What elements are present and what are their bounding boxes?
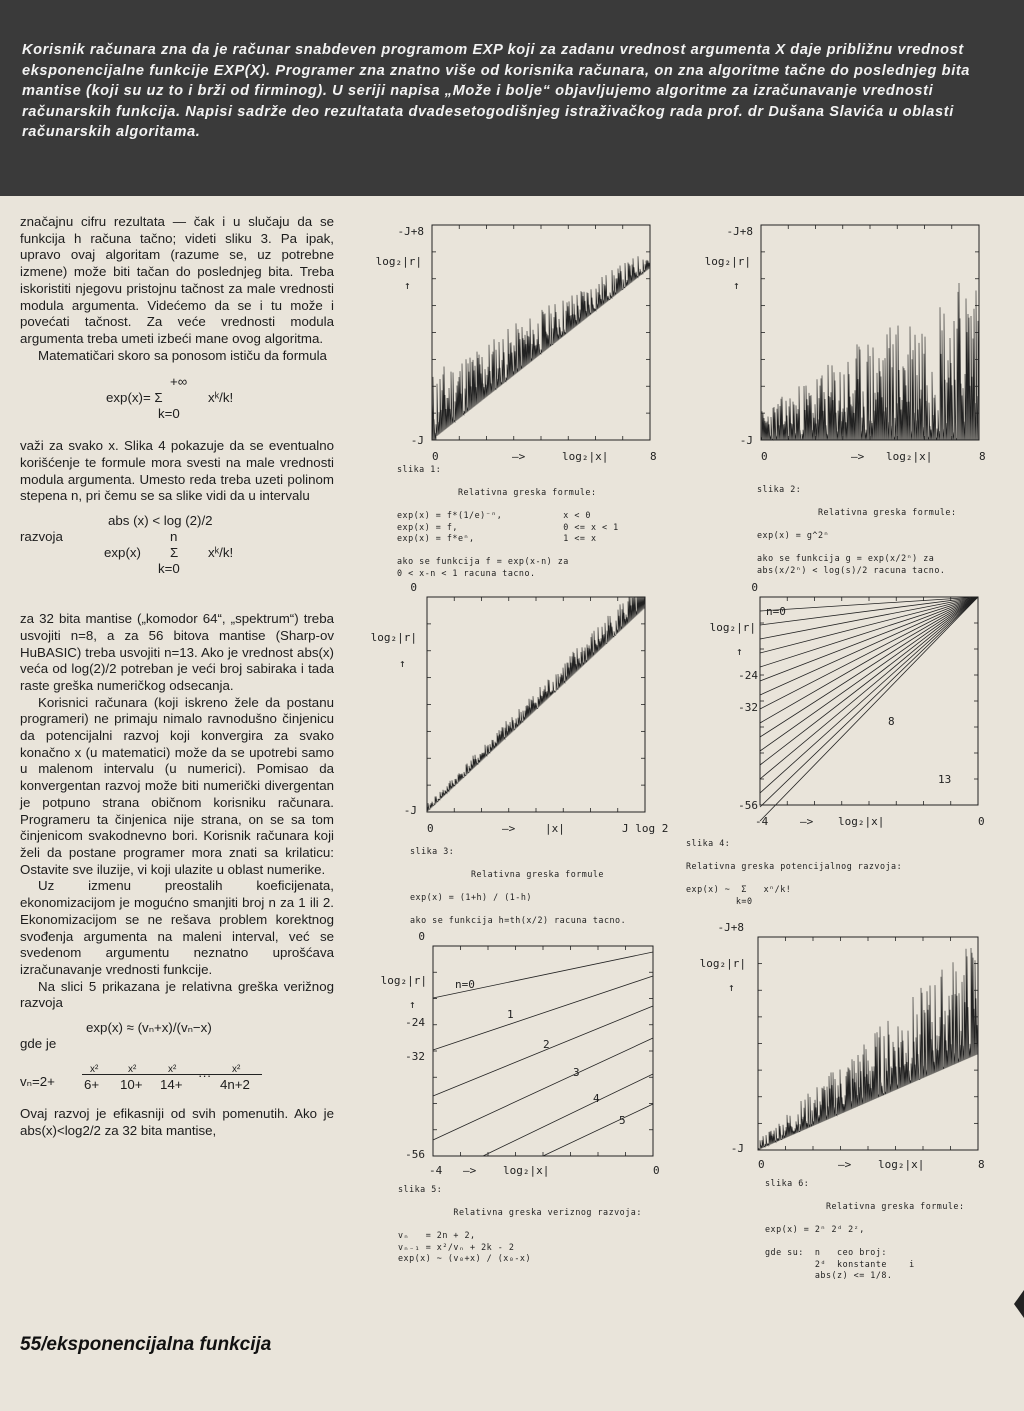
paragraph: važi za svako x. Slika 4 pokazuje da se eventualno korišćenje te formule mora svesti na male vrednosti modula argumenta. Umesto reda treba uzeti polinom stepena n, pri čemu se sa slike vidi da u intervalu (20, 438, 334, 504)
y-tick-label: -56 (738, 799, 758, 812)
y-max-label: -J+8 (726, 225, 753, 238)
curve-label: 2 (543, 1038, 550, 1051)
paragraph: Matematičari skoro sa ponosom ističu da formula (38, 347, 327, 363)
error-curve (432, 255, 650, 440)
formula-lower-limit: k=0 (158, 561, 180, 577)
up-arrow-icon: ↑ (733, 279, 740, 292)
formula-lhs: exp(x) (104, 545, 141, 561)
y-max-label: 0 (410, 581, 417, 594)
x-min-label: 0 (432, 450, 439, 463)
right-arrow-icon: —> (502, 822, 516, 835)
curve-label: 8 (888, 715, 895, 728)
curve-label: 3 (573, 1066, 580, 1079)
formula-lower-limit: k=0 (158, 406, 180, 422)
slika-6-caption: slika 6: Relativna greska formule: exp(x) = 2ⁿ 2ᵈ 2ᶻ, gde su: n ceo broj: 2ᵈ konstante i abs(z) <= 1/8. (765, 1178, 965, 1280)
x-max-label: 8 (978, 1158, 985, 1171)
slika-3-caption: slika 3: Relativna greska formule exp(x) = (1+h) / (1-h) ako se funkcija h=th(x/2) racuna tacno. (410, 846, 627, 925)
series-line (760, 597, 978, 751)
series-line (760, 597, 978, 793)
y-axis-label: log₂|r| (709, 621, 756, 634)
formula-label: razvoja (20, 529, 63, 545)
y-tick-label: -24 (405, 1016, 425, 1029)
y-tick-label: -32 (738, 701, 758, 714)
x-axis-label: |x| (545, 822, 565, 835)
paragraph: Korisnici računara (koji iskreno žele da postanu programeri) ne primaju nimalo ravnodušno činjenicu da potencijalni razvoj koji konvergira za svako konačno x (u matematici) može da se upotrebi samo u malenom intervalu (u numerici). Pomisao da konvergentan razvoj može biti numerički divergentan je potpuno strana običnom korisniku računara. Programeru ta činjenica nije strana, on se sa tom činjenicom svakodnevno bori. Korisnik računara koji želi da postane programer mora znati sa krilaticu: Ostavite sve iluzije, vi koji ulazite u oblast numerike. (20, 694, 334, 877)
series-line (543, 1104, 653, 1156)
right-arrow-icon: —> (851, 450, 865, 463)
formula-numerator: x² (168, 1064, 177, 1076)
paragraph: za 32 bita mantise („komodor 64“, „spektrum“) treba usvojiti n=8, a za 56 bitova mantise (Sharp-ov HuBASIC) treba usvojiti n=13. Ako je vrednost abs(x) veća od log(2)/2 potreban je veći broj sabiraka i tada raste greška numeričkog odsecanja. (20, 611, 334, 693)
x-max-label: 0 (978, 815, 985, 828)
continued-fraction-formula (20, 1020, 334, 1056)
x-min-label: -4 (429, 1164, 443, 1177)
x-max-label: 8 (650, 450, 657, 463)
series-line (760, 597, 978, 821)
curve-label: 13 (938, 773, 952, 786)
formula-denominator: 6+ (84, 1077, 100, 1093)
x-axis-label: log₂|x| (562, 450, 609, 463)
up-arrow-icon: ↑ (404, 279, 411, 292)
page-footer: 55/eksponencijalna funkcija (20, 1334, 272, 1355)
series-line (760, 597, 978, 695)
y-tick-label: -32 (405, 1050, 425, 1063)
curve-label: n=0 (766, 605, 786, 618)
right-arrow-icon: —> (800, 815, 814, 828)
formula-numerator: x² (90, 1064, 99, 1076)
series-line (433, 1006, 653, 1096)
y-axis-label: log₂|r| (699, 957, 746, 970)
formula-upper-limit: +∞ (170, 374, 188, 390)
series-line (760, 597, 978, 625)
slika-2-plot (701, 215, 999, 470)
series-line (483, 1074, 653, 1156)
slika-1-caption: slika 1: Relativna greska formule: exp(x) = f*(1/e)⁻ⁿ, x < 0 exp(x) = f, 0 <= x < 1 exp(x) = f*eⁿ, 1 <= x ako se funkcija f = exp(x-n) za 0 < x-n < 1 racuna tacno. (397, 464, 619, 578)
x-max-label: 8 (979, 450, 986, 463)
right-arrow-icon: —> (463, 1164, 477, 1177)
formula-numerator: x² (232, 1064, 241, 1076)
intro-header (0, 0, 1024, 196)
up-arrow-icon: ↑ (728, 981, 735, 994)
formula-label: gde je (20, 1036, 57, 1052)
formula-upper-limit: n (170, 529, 178, 545)
paragraph: Ovaj razvoj je efikasniji od svih pomenutih. Ako je abs(x)<log2/2 za 32 bita mantise, (20, 1106, 334, 1138)
formula-ellipsis: ··· (198, 1068, 212, 1084)
series-line (433, 952, 653, 998)
slika-4-caption: slika 4: Relativna greska potencijalnog razvoja: exp(x) ~ Σ xⁿ/k! k=0 (686, 838, 903, 906)
x-axis-label: log₂|x| (886, 450, 933, 463)
x-min-label: -4 (755, 815, 769, 828)
page-edge-mark (1014, 1290, 1024, 1318)
y-tick-label: -56 (405, 1148, 425, 1161)
y-tick-label: -24 (738, 669, 758, 682)
y-max-label: 0 (418, 930, 425, 943)
slika-2-caption: slika 2: Relativna greska formule: exp(x) = g^2ⁿ ako se funkcija g = exp(x/2ⁿ) za abs(x/2ⁿ) < log(s)/2 racuna tacno. (757, 484, 957, 575)
error-curve (758, 948, 978, 1150)
polynomial-formula (20, 513, 334, 601)
article-body (20, 214, 334, 1139)
y-axis-label: log₂|r| (704, 255, 751, 268)
vn-formula (20, 1062, 334, 1106)
series-line (760, 597, 978, 653)
formula-denominator: 4n+2 (220, 1077, 250, 1093)
series-line (760, 597, 978, 723)
paragraph: značajnu cifru rezultata — čak i u slučaju da se funkcija h računa tačno; videti sliku 3. Pa ipak, upravo ovaj algoritam (razume se, uz potrebne izmene) može biti tačan do poslednjeg bita. Treba iskoristiti njegovu pristojnu tačnost za male vrednosti modula argumenta. Videćemo da se i tu može i povećati tačnost. Za veće vrednosti modula argumenta treba umeti izbeći mane ovog algoritma. (20, 214, 334, 346)
curve-label: 4 (593, 1092, 600, 1105)
formula-sigma: Σ (170, 545, 179, 561)
slika-6-plot (698, 921, 998, 1180)
formula-numerator: x² (128, 1064, 137, 1076)
y-max-label: -J+8 (397, 225, 424, 238)
formula-rhs: xᵏ/k! (208, 390, 234, 406)
paragraph: Na slici 5 prikazana je relativna greška verižnog razvoja (20, 978, 334, 1011)
slika-5-caption: slika 5: Relativna greska veriznog razvoja: vₙ = 2n + 2, vₙ₋₁ = x²/vₙ + 2k - 2 exp(x) ~ (v₀+x) / (x₀-x) (398, 1184, 642, 1263)
series-formula (20, 374, 334, 438)
series-line (760, 597, 978, 765)
y-axis-label: log₂|r| (380, 974, 427, 987)
y-max-label: 0 (751, 581, 758, 594)
formula-rhs: xᵏ/k! (208, 545, 234, 561)
slika-1-plot (372, 215, 670, 470)
x-min-label: 0 (758, 1158, 765, 1171)
up-arrow-icon: ↑ (399, 657, 406, 670)
y-min-label: -J (403, 804, 417, 817)
right-arrow-icon: —> (838, 1158, 852, 1171)
intro-text: Korisnik računara zna da je računar snabdeven programom EXP koji za zadanu vrednost argumenta X daje približnu vrednost eksponencijalne funkcije EXP(X). Programer zna znatno više od korisnika računara, on zna algoritme tačne do poslednjeg bita mantise (koji su uz to i brži od firminog). U seriji napisa „Može i bolje“ objavljujemo algoritme za izračunavanje vrednosti računarskih funkcija. Napisi sadrže deo rezultatata dvadesetogodišnjeg istraživačkog rada prof. dr Dušana Slavića u oblasti računarskih algoritama. (22, 42, 971, 140)
error-curve (427, 597, 645, 812)
x-axis-label: log₂|x| (878, 1158, 925, 1171)
series-line (760, 597, 978, 667)
y-min-label: -J (739, 434, 753, 447)
formula-denominator: 10+ (120, 1077, 143, 1093)
formula-lhs: vₙ=2+ (20, 1074, 55, 1090)
y-max-label: -J+8 (717, 921, 744, 934)
slika-3-plot (367, 581, 669, 842)
right-arrow-icon: —> (512, 450, 526, 463)
paragraph: Uz izmenu preostalih koeficijenata, ekonomizacijom je mogućno smanjiti broj n za 1 ili 2. Ekonomizacijom se ne rešava problem korektnog svođenja argumenta na maleni interval, već se svedenom argumentu neznatno uprošćava izračunavanje vrednosti funkcije. (20, 878, 334, 977)
up-arrow-icon: ↑ (409, 998, 416, 1011)
curve-label: 5 (619, 1114, 626, 1127)
x-axis-label: log₂|x| (503, 1164, 550, 1177)
formula-expression: exp(x) ≈ (vₙ+x)/(vₙ−x) (86, 1020, 212, 1036)
series-line (760, 597, 978, 779)
y-axis-label: log₂|r| (375, 255, 422, 268)
slika-5-plot (373, 930, 673, 1186)
y-min-label: -J (730, 1142, 744, 1155)
up-arrow-icon: ↑ (736, 645, 743, 658)
x-max-label: J log 2 (622, 822, 669, 835)
x-min-label: 0 (427, 822, 434, 835)
x-max-label: 0 (653, 1164, 660, 1177)
x-axis-label: log₂|x| (838, 815, 885, 828)
formula-condition: abs (x) < log (2)/2 (108, 513, 213, 529)
series-line (760, 597, 978, 681)
curve-label: 1 (507, 1008, 514, 1021)
slika-4-plot (700, 581, 998, 835)
formula-lhs: exp(x)= Σ (106, 390, 163, 406)
curve-label: n=0 (455, 978, 475, 991)
y-min-label: -J (410, 434, 424, 447)
formula-denominator: 14+ (160, 1077, 183, 1093)
x-min-label: 0 (761, 450, 768, 463)
y-axis-label: log₂|r| (370, 631, 417, 644)
series-line (760, 597, 978, 709)
error-curve (761, 283, 979, 440)
